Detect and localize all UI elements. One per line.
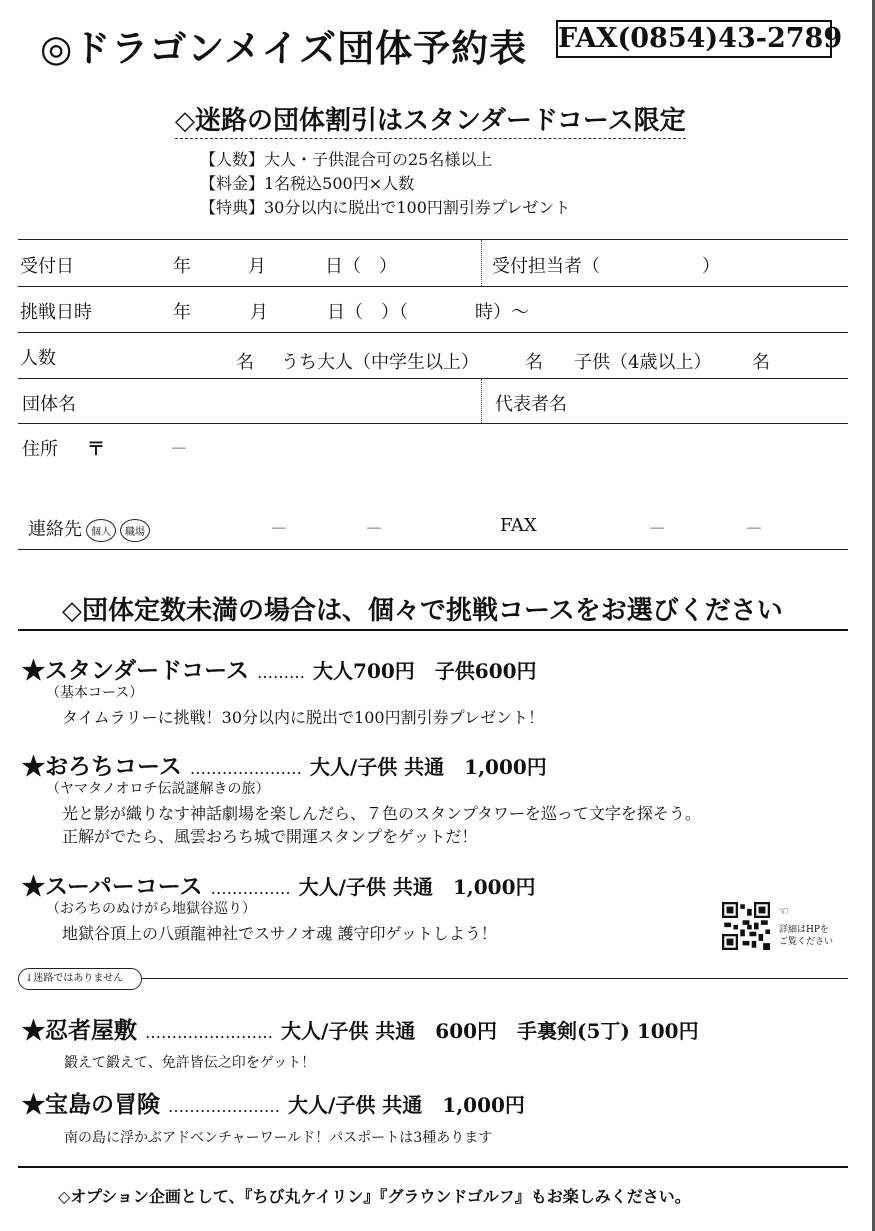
reception-staff-label: 受付担当者（ — [492, 256, 600, 277]
challenge-date-label: 挑戦日時 — [20, 302, 92, 323]
condition-bonus: 【特典】30分以内に脱出で100円割引券プレゼント — [200, 198, 571, 217]
form-rule — [18, 286, 848, 287]
work-option[interactable]: 職場 — [120, 519, 150, 542]
fax-label: FAX — [500, 515, 537, 536]
form-divider — [481, 379, 482, 423]
challenge-day[interactable]: 日（ ）（ — [327, 302, 408, 323]
course-standard-desc: タイムラリーに挑戦！30分以内に脱出で100円割引券プレゼント！ — [62, 708, 544, 727]
course-dots: …………… — [210, 879, 291, 898]
form-rule — [18, 549, 848, 550]
reception-date-label: 受付日 — [20, 256, 74, 277]
footer-rule — [18, 1166, 848, 1168]
treasure-island-title — [22, 1086, 525, 1119]
condition-headcount: 【人数】大人・子供混合可の25名様以上 — [200, 150, 493, 169]
personal-option[interactable]: 個人 — [86, 519, 116, 542]
phone-dash-1[interactable]: － — [270, 519, 288, 540]
course-name: ★スタンダードコース — [22, 657, 250, 684]
attraction-dots: ………………… — [168, 1097, 281, 1116]
option-text: ◇オプション企画として、『ちび丸ケイリン』『グラウンドゴルフ』もお楽しみください。 — [58, 1187, 691, 1206]
ninja-house-title — [22, 1012, 699, 1045]
adult-label: うち大人（中学生以上） — [281, 352, 479, 373]
group-name-label: 団体名 — [22, 394, 76, 415]
form-rule — [18, 239, 848, 240]
course-dots: ……… — [257, 663, 306, 682]
course-standard-sub: （基本コース） — [46, 685, 144, 701]
course-price: 大人/子供 共通 1,000円 — [298, 875, 536, 899]
ninja-house-desc: 鍛えて鍛えて、免許皆伝之印をゲット！ — [64, 1055, 316, 1071]
reception-month[interactable]: 月 — [248, 256, 266, 277]
course-super-sub: （おろちのぬけがら地獄谷巡り） — [46, 901, 256, 917]
reception-year[interactable]: 年 — [173, 256, 191, 277]
form-divider — [481, 240, 482, 286]
divider-rule — [18, 978, 848, 979]
course-price: 大人/子供 共通 1,000円 — [309, 755, 547, 779]
qr-note-line: ご覧ください — [779, 937, 834, 947]
condition-price: 【料金】1名税込500円×人数 — [200, 174, 415, 193]
treasure-island-desc: 南の島に浮かぶアドベンチャーワールド！パスポートは3種あります — [64, 1130, 493, 1146]
not-maze-label: ↓迷路ではありません — [18, 968, 142, 990]
attraction-name: ★宝島の冒険 — [22, 1091, 160, 1118]
phone-dash-2[interactable]: － — [365, 519, 383, 540]
course-orochi-title — [22, 748, 547, 781]
reception-staff-close[interactable]: ） — [702, 256, 720, 277]
course-name: ★おろちコース — [22, 753, 182, 780]
fax-number-box: FAX(0854)43-2789 — [556, 20, 832, 58]
attraction-price: 大人/子供 共通 1,000円 — [288, 1093, 525, 1117]
child-unit[interactable]: 名 — [752, 352, 770, 373]
address-label: 住所 — [22, 439, 58, 460]
individual-course-heading: ◇団体定数未満の場合は、個々で挑戦コースをお選びください — [62, 596, 783, 626]
attraction-price: 大人/子供 共通 600円 手裏剣(5丁) 100円 — [281, 1019, 699, 1043]
course-price: 大人700円 子供600円 — [313, 659, 537, 683]
qr-note-line: 詳細はHPを — [779, 925, 829, 935]
qr-note — [779, 924, 833, 948]
course-orochi-sub: （ヤマタノオロチ伝説謎解きの旅） — [46, 781, 270, 797]
postal-mark: 〒 — [87, 439, 105, 460]
attraction-dots: …………………… — [145, 1023, 274, 1042]
course-dots: ………………… — [189, 759, 302, 778]
postal-dash[interactable]: － — [170, 439, 188, 460]
course-super-title — [22, 868, 536, 901]
challenge-time[interactable]: 時）～ — [475, 302, 529, 323]
fax-dash-1[interactable]: － — [648, 519, 666, 540]
challenge-month[interactable]: 月 — [250, 302, 268, 323]
form-rule — [18, 423, 848, 424]
contact-label — [28, 515, 150, 542]
challenge-year[interactable]: 年 — [173, 302, 191, 323]
headcount-label: 人数 — [20, 348, 56, 369]
headcount-unit[interactable]: 名 — [236, 352, 254, 373]
course-super-desc: 地獄谷頂上の八頭龍神社でスサノオ魂 護守印ゲットしよう！ — [62, 924, 497, 943]
contact-label-text: 連絡先 — [28, 519, 82, 540]
page-title: ◎ドラゴンメイズ団体予約表 — [40, 26, 528, 70]
course-orochi-desc-2: 正解がでたら、風雲おろち城で開運スタンプをゲットだ！ — [62, 827, 478, 846]
child-label: 子供（4歳以上） — [574, 352, 712, 373]
course-name: ★スーパーコース — [22, 873, 203, 900]
reception-day[interactable]: 日（ ） — [325, 256, 397, 277]
course-standard-title — [22, 652, 537, 685]
adult-unit[interactable]: 名 — [525, 352, 543, 373]
group-discount-heading: ◇迷路の団体割引はスタンダードコース限定 — [175, 100, 686, 139]
fax-dash-2[interactable]: － — [745, 519, 763, 540]
course-orochi-desc-1: 光と影が織りなす神話劇場を楽しんだら、７色のスタンプタワーを巡って文字を探そう。 — [62, 804, 701, 823]
qr-code-icon[interactable] — [722, 902, 770, 950]
representative-label: 代表者名 — [495, 394, 567, 415]
form-rule — [18, 378, 848, 379]
pointing-hand-icon: ☜ — [778, 904, 789, 918]
form-rule — [18, 332, 848, 333]
attraction-name: ★忍者屋敷 — [22, 1017, 137, 1044]
section-rule — [18, 629, 848, 631]
